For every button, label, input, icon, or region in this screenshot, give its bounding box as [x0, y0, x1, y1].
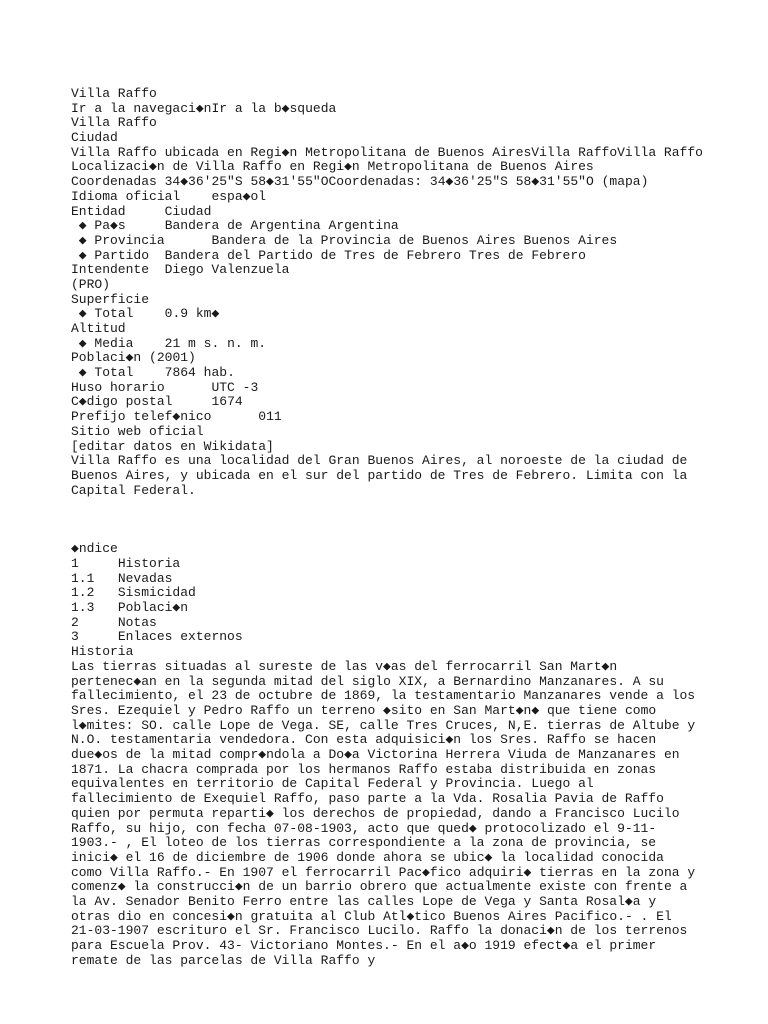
toc-item-number: 2 [71, 614, 79, 630]
infobox-row [71, 263, 701, 278]
infobox-row-value: UTC -3 [211, 379, 259, 395]
infobox-name: Villa Raffo [71, 115, 157, 131]
infobox-row-separator [149, 248, 165, 263]
infobox-row [71, 381, 701, 396]
history-section [71, 645, 701, 968]
toc-item-label[interactable]: Notas [117, 614, 157, 630]
infobox-row-value: 1674 [211, 394, 243, 410]
infobox-row-separator [149, 262, 165, 277]
toc-item-label[interactable]: Nevadas [117, 570, 173, 586]
toc-item-separator [79, 556, 118, 571]
infobox-row-separator [172, 394, 211, 409]
toc-item-number: 1.2 [71, 585, 95, 601]
spacer [71, 498, 701, 542]
infobox-row-value: 0.9 km◆ [164, 306, 220, 322]
infobox [71, 116, 701, 454]
table-of-contents [71, 542, 701, 645]
toc-item[interactable] [71, 557, 701, 572]
infobox-row-separator [165, 380, 212, 395]
infobox-row-label: ◆ Total [71, 365, 134, 381]
toc-item-separator [79, 615, 118, 630]
infobox-row-label: ◆ Provincia [71, 232, 165, 248]
infobox-row-label: Sitio web oficial [71, 423, 204, 439]
infobox-row [71, 307, 701, 322]
infobox-row-value: Bandera del Partido de Tres de Febrero Tres de Febrero [164, 247, 586, 263]
infobox-row-separator [133, 365, 164, 380]
infobox-row-label: (PRO) [71, 276, 111, 292]
infobox-row [71, 395, 701, 410]
infobox-row [71, 337, 701, 352]
infobox-row [71, 249, 701, 264]
infobox-row-label: [editar datos en Wikidata] [71, 438, 274, 454]
infobox-type: Ciudad [71, 130, 118, 146]
infobox-row-value: Bandera de Argentina Argentina [164, 218, 399, 234]
infobox-row-label: Entidad [71, 203, 126, 219]
infobox-row-value: Diego Valenzuela [164, 262, 290, 278]
infobox-row-label: ◆ Media [71, 335, 134, 351]
infobox-row-label: Prefijo telef◆nico [71, 409, 212, 425]
infobox-row-label: ◆ Total [71, 306, 134, 322]
document [71, 87, 701, 969]
infobox-row-label: ◆ Pa◆s [71, 218, 126, 234]
infobox-row-label: Intendente [71, 262, 150, 278]
infobox-row-separator [126, 218, 165, 233]
skip-to-search-link[interactable]: Ir a la b◆squeda [211, 100, 337, 116]
infobox-image-caption: Villa Raffo ubicada en Regi◆n Metropolitana de Buenos AiresVilla RaffoVilla Raffo [71, 144, 703, 160]
infobox-row [71, 278, 701, 293]
infobox-coordinates[interactable]: Coordenadas 34◆36′25″S 58◆31′55″OCoordenadas: 34◆36′25″S 58◆31′55″O (mapa) [71, 174, 649, 190]
toc-item-label[interactable]: Poblaci◆n [117, 600, 189, 616]
infobox-row-label: ◆ Partido [71, 247, 150, 263]
infobox-row-label: Idioma oficial [71, 188, 181, 204]
infobox-row [71, 234, 701, 249]
infobox-row-value: 21 m s. n. m. [164, 335, 267, 351]
toc-item-separator [79, 629, 118, 644]
infobox-row [71, 190, 701, 205]
skip-links [71, 102, 701, 117]
infobox-row-value: 7864 hab. [164, 365, 235, 381]
toc-item-label[interactable]: Enlaces externos [117, 629, 243, 645]
toc-item[interactable] [71, 601, 701, 616]
infobox-row [71, 219, 701, 234]
infobox-row-label: Huso horario [71, 379, 165, 395]
infobox-row [71, 322, 701, 337]
infobox-row-separator [211, 409, 258, 424]
page-title: Villa Raffo [71, 86, 157, 101]
infobox-row-separator [133, 306, 164, 321]
infobox-rows [71, 190, 701, 454]
infobox-row-label: C◆digo postal [71, 394, 173, 410]
infobox-row [71, 410, 701, 425]
intro-paragraph: Villa Raffo es una localidad del Gran Buenos Aires, al noroeste de la ciudad de Buenos Aires, y ubicada en el sur del partido de Tres de Febrero. Limita con la Capital Federal. [71, 453, 688, 498]
skip-to-navigation-link[interactable]: Ir a la navegaci◆n [71, 100, 212, 116]
infobox-location-caption: Localizaci◆n de Villa Raffo en Regi◆n Metropolitana de Buenos Aires [71, 159, 594, 175]
toc-item-separator [94, 585, 117, 600]
toc-item-separator [94, 571, 117, 586]
infobox-row-separator [165, 233, 212, 248]
toc-item-label[interactable]: Sismicidad [117, 585, 196, 601]
toc-item-number: 1.3 [71, 600, 95, 616]
infobox-row [71, 440, 701, 455]
history-paragraph: Las tierras situadas al sureste de las v◆as del ferrocarril San Mart◆n pertenec◆an en la segunda mitad del siglo XIX, a Bernardino Manzanares. A su fallecimiento, el 23 de octubre de 1869, la testamentario Manzanares vende a los Sres. Ezequiel y Pedro Raffo un terreno ◆sito en San Mart◆n◆ que tiene como l◆mites: SO. calle Lope de Vega. SE, calle Tres Cruces, N,E. tierras de Altube y N.O. testamentaria vendedora. Con esta adquisici◆n los Sres. Raffo se hacen due◆os de la mitad compr◆ndola a Do◆a Victorina Herrera Viuda de Manzanares en 1871. La chacra comprada por los hermanos Raffo estaba distribuida en zonas equivalentes en territorio de Capital Federal y Provincia. Luego al fallecimiento de Exequiel Raffo, paso parte a la Vda. Rosalia Pavia de Raffo quien por permuta reparti◆ los derechos de propiedad, dando a Francisco Lucilo Raffo, su hijo, con fecha 07-08-1903, acto que qued◆ protocolizado el 9-11-1903.- , El loteo de los tierras correspondiente a la zona de provincia, se inici◆ el 16 de diciembre de 1906 donde ahora se ubic◆ la localidad conocida como Villa Raffo.- En 1907 el ferrocarril Pac◆fico adquiri◆ tierras en la zona y comenz◆ la construcci◆n de un barrio obrero que actualmente existe con frente a la Av. Senador Benito Ferro entre las calles Lope de Vega y Santa Rosal◆a y otras dio en concesi◆n gratuita al Club Atl◆tico Buenos Aires Pacifico.- . El 21-03-1907 escrituro el Sr. Francisco Lucilo. Raffo la donaci◆n de los terrenos para Escuela Prov. 43- Victoriano Montes.- En el a◆o 1919 efect◆a el primer remate de las parcelas de Villa Raffo y [71, 658, 696, 968]
toc-item[interactable] [71, 586, 701, 601]
infobox-row-separator [133, 336, 164, 351]
infobox-row [71, 293, 701, 308]
history-heading: Historia [71, 644, 134, 660]
infobox-row-value: espa◆ol [211, 188, 267, 204]
toc-item-separator [94, 600, 117, 615]
toc-item-number: 3 [71, 629, 79, 645]
toc-item[interactable] [71, 630, 701, 645]
toc-heading: ◆ndice [71, 541, 118, 557]
toc-item[interactable] [71, 616, 701, 631]
infobox-row-label: Poblaci◆n (2001) [71, 350, 196, 366]
toc-items [71, 557, 701, 645]
infobox-row-label: Altitud [71, 321, 126, 336]
toc-item-number: 1.1 [71, 570, 95, 586]
toc-item-label[interactable]: Historia [117, 555, 181, 571]
toc-item[interactable] [71, 572, 701, 587]
toc-item-number: 1 [71, 555, 79, 571]
infobox-row-separator [180, 189, 211, 204]
infobox-row-value: Bandera de la Provincia de Buenos Aires Buenos Aires [211, 232, 618, 248]
infobox-row [71, 205, 701, 220]
infobox-row-value: Ciudad [164, 203, 212, 219]
infobox-row-separator [126, 204, 165, 219]
infobox-row [71, 425, 701, 440]
infobox-row [71, 366, 701, 381]
infobox-row [71, 351, 701, 366]
infobox-row-label: Superficie [71, 291, 150, 307]
infobox-row-value: 011 [258, 409, 282, 425]
